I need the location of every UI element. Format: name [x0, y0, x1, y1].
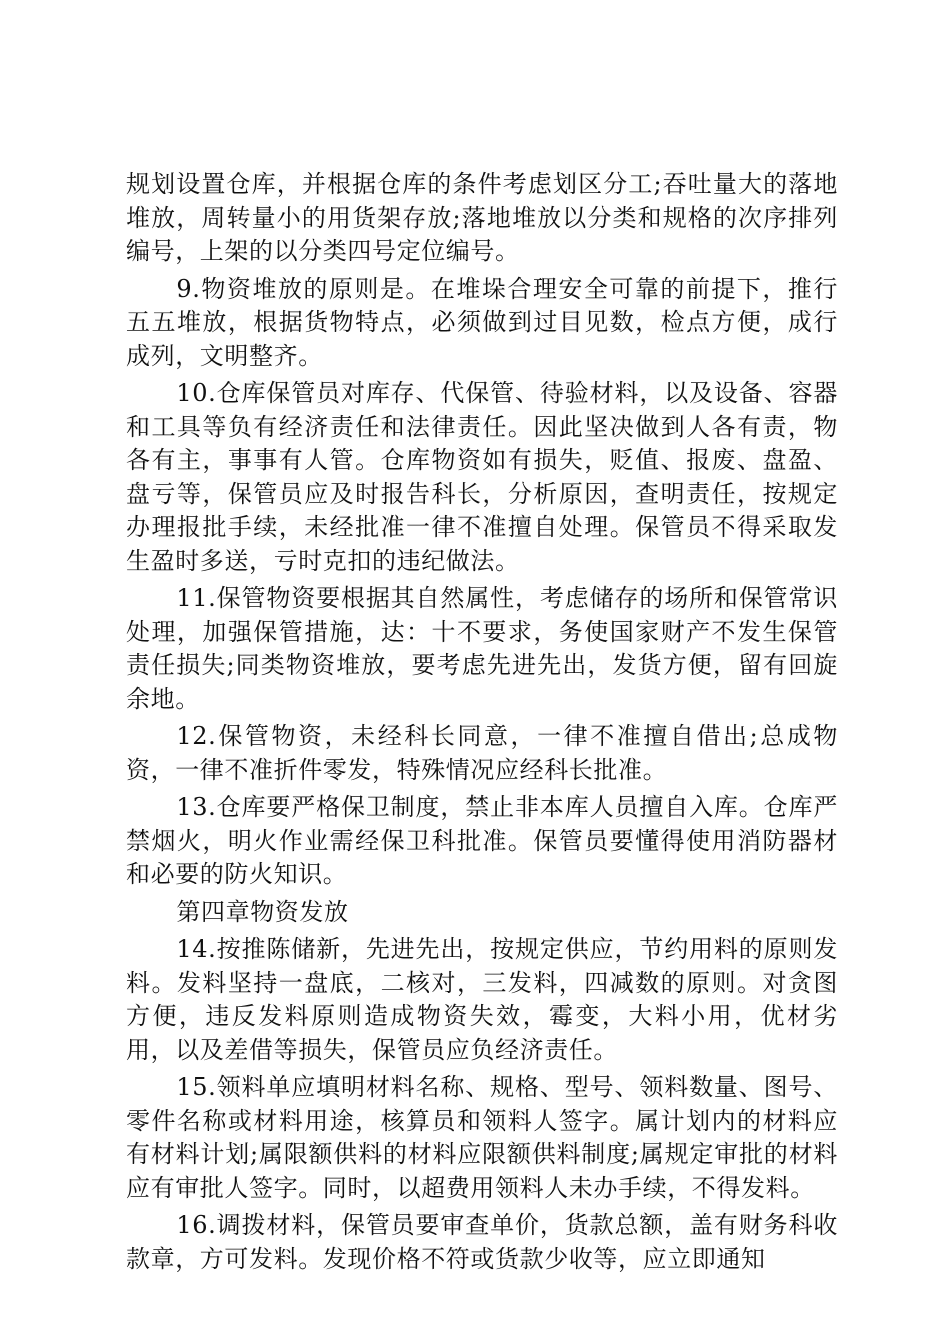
paragraph-storage-planning: 规划设置仓库，并根据仓库的条件考虑划区分工;吞吐量大的落地堆放，周转量小的用货架存放;落地堆放以分类和规格的次序排列编号，上架的以分类四号定位编号。 — [126, 170, 838, 265]
paragraph-item-15: 15.领料单应填明材料名称、规格、型号、领料数量、图号、零件名称或材料用途，核算员和领料人签字。属计划内的材料应有材料计划;属限额供料的材料应限额供料制度;属规定审批的材料应有审批人签字。同时，以超费用领料人未办手续，不得发料。 — [126, 1073, 838, 1202]
paragraph-item-10: 10.仓库保管员对库存、代保管、待验材料，以及设备、容器和工具等负有经济责任和法律责任。因此坚决做到人各有责，物各有主，事事有人管。仓库物资如有损失，贬值、报废、盘盈、盘亏等，保管员应及时报告科长，分析原因，查明责任，按规定办理报批手续，未经批准一律不准擅自处理。保管员不得采取发生盈时多送，亏时克扣的违纪做法。 — [126, 379, 838, 575]
paragraph-item-16: 16.调拨材料，保管员要审查单价，货款总额，盖有财务科收款章，方可发料。发现价格不符或货款少收等，应立即通知 — [126, 1211, 838, 1273]
paragraph-item-14: 14.按推陈储新，先进先出，按规定供应，节约用料的原则发料。发料坚持一盘底，二核对，三发料，四减数的原则。对贪图方便，违反发料原则造成物资失效，霉变，大料小用，优材劣用，以及差借等损失，保管员应负经济责任。 — [126, 935, 838, 1064]
paragraph-item-12: 12.保管物资，未经科长同意，一律不准擅自借出;总成物资，一律不准折件零发，特殊情况应经科长批准。 — [126, 722, 838, 784]
document-body — [126, 168, 838, 1280]
paragraph-item-9: 9.物资堆放的原则是。在堆垛合理安全可靠的前提下，推行五五堆放，根据货物特点，必须做到过目见数，检点方便，成行成列，文明整齐。 — [126, 274, 838, 370]
paragraph-item-11: 11.保管物资要根据其自然属性，考虑储存的场所和保管常识处理，加强保管措施，达：十不要求，务使国家财产不发生保管责任损失;同类物资堆放，要考虑先进先出，发货方便，留有回旋余地。 — [126, 584, 838, 713]
paragraph-item-13: 13.仓库要严格保卫制度，禁止非本库人员擅自入库。仓库严禁烟火，明火作业需经保卫科批准。保管员要懂得使用消防器材和必要的防火知识。 — [126, 793, 838, 888]
chapter-heading: 第四章物资发放 — [176, 897, 349, 926]
